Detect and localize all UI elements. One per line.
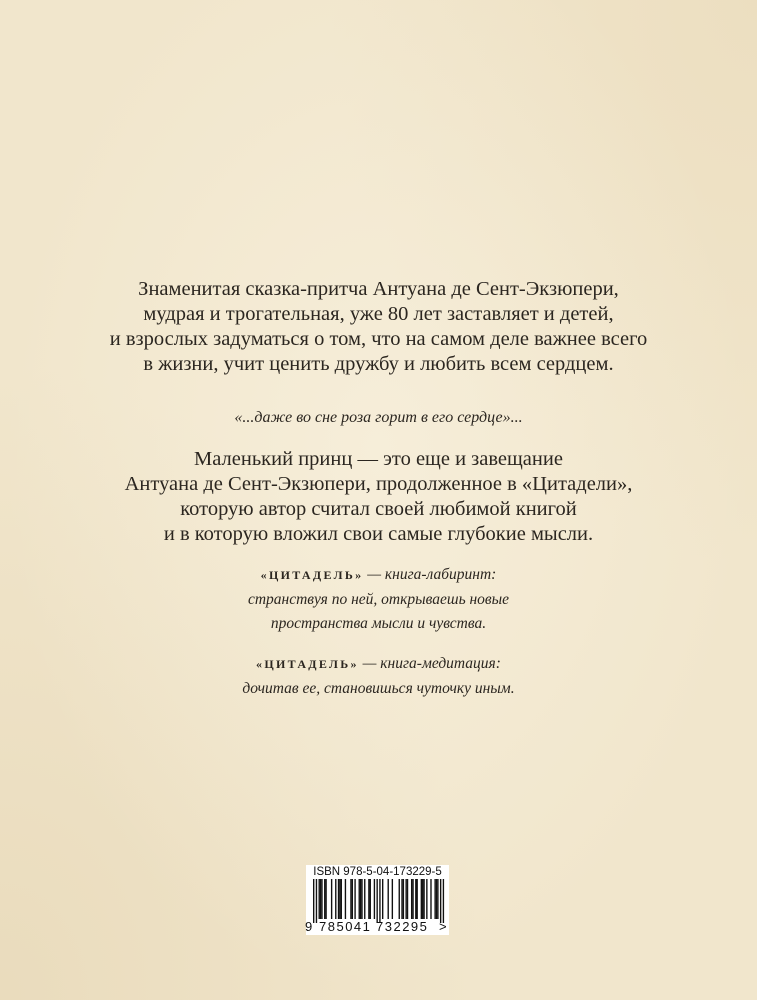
barcode-bar <box>364 879 365 919</box>
barcode-bar <box>422 879 423 919</box>
barcode-bar <box>338 879 339 919</box>
description-line: мудрая и трогательная, уже 80 лет заставляет и детей, <box>143 303 614 325</box>
description-line: Маленький принц — это еще и завещание <box>194 448 563 470</box>
citadel-line: дочитав ее, становишься чуточку иным. <box>242 679 515 697</box>
barcode-bar <box>370 879 371 919</box>
barcode-bar <box>443 879 444 923</box>
barcode-bar <box>374 879 375 919</box>
barcode-bar <box>325 879 326 919</box>
citadel-heading <box>0 652 757 677</box>
description-line: Антуана де Сент-Экзюпери, продолженное в «Цитадели», <box>124 473 633 495</box>
isbn-label: ISBN 978-5-04-173229-5 <box>313 866 442 878</box>
barcode-bar <box>324 879 325 919</box>
barcode-bar <box>423 879 424 919</box>
citadel-line: странствуя по ней, открываешь новые <box>247 590 510 608</box>
barcode-bar <box>382 879 383 919</box>
description-paragraph-2 <box>0 447 757 547</box>
citadel-line: пространства мысли и чувства. <box>270 615 487 632</box>
barcode-bar <box>415 879 416 919</box>
barcode-bar <box>407 879 408 919</box>
barcode-bar <box>345 879 346 919</box>
barcode-bar <box>341 879 342 919</box>
barcode-bar <box>411 879 412 919</box>
barcode-bar <box>321 879 322 919</box>
barcode-bar <box>339 879 340 919</box>
barcode-bar <box>354 879 355 919</box>
barcode-bar <box>368 879 369 919</box>
description-line: Знаменитая сказка-притча Антуана де Сент-Экзюпери, <box>138 278 619 300</box>
barcode-bar <box>399 879 400 919</box>
barcode-bar <box>331 879 332 919</box>
citadel-title: «ЦИТАДЕЛЬ» <box>256 657 359 671</box>
barcode-bar <box>352 879 353 919</box>
description-line: которую автор считал своей любимой книгой <box>180 498 577 520</box>
barcode-bar <box>388 879 389 919</box>
rose-quote: «...даже во сне роза горит в его сердце»... <box>234 409 523 426</box>
barcode-bar <box>379 879 380 923</box>
citadel-subtitle: — книга-медитация: <box>358 655 501 672</box>
description-line: и в которую вложил свои самые глубокие мысли. <box>163 523 594 545</box>
barcode-bar <box>360 879 361 919</box>
barcode-bar <box>403 879 404 919</box>
barcode-bar <box>430 879 431 919</box>
description-paragraph-1 <box>0 277 757 377</box>
barcode-bar <box>392 879 393 919</box>
description-line: и взрослых задуматься о том, что на самом деле важнее всего <box>109 328 648 350</box>
barcode-quiet-marker: > <box>439 919 447 934</box>
barcode-bar <box>359 879 360 919</box>
barcode-bar <box>437 879 438 919</box>
barcode-bar <box>401 879 402 919</box>
citadel-title: «ЦИТАДЕЛЬ» <box>260 568 364 582</box>
isbn-barcode <box>306 865 449 935</box>
citadel-labyrinth-block <box>0 563 757 637</box>
citadel-heading <box>0 563 757 588</box>
barcode-bar <box>436 879 437 919</box>
barcode-bar <box>426 879 427 919</box>
barcode-bar <box>320 879 321 919</box>
barcode-right-digits: 732295 <box>376 919 429 934</box>
barcode-bar <box>316 879 317 923</box>
barcode-bar <box>417 879 418 919</box>
barcode-bars <box>309 879 446 923</box>
barcode-bar <box>361 879 362 919</box>
citadel-subtitle: — книга-лабиринт: <box>363 566 497 583</box>
description-line: в жизни, учит ценить дружбу и любить всем сердцем. <box>143 353 614 375</box>
barcode-first-digit: 9 <box>305 919 313 934</box>
barcode-bar <box>376 879 377 923</box>
citadel-meditation-block <box>0 652 757 701</box>
barcode-bar <box>335 879 336 919</box>
barcode-bar <box>421 879 422 919</box>
barcode-left-digits: 785041 <box>319 919 372 934</box>
barcode-bar <box>350 879 351 919</box>
barcode-bar <box>405 879 406 919</box>
barcode-bar <box>319 879 320 919</box>
barcode-bar <box>412 879 413 919</box>
barcode-bar <box>440 879 441 923</box>
barcode-bar <box>434 879 435 919</box>
barcode-bar <box>313 879 314 923</box>
